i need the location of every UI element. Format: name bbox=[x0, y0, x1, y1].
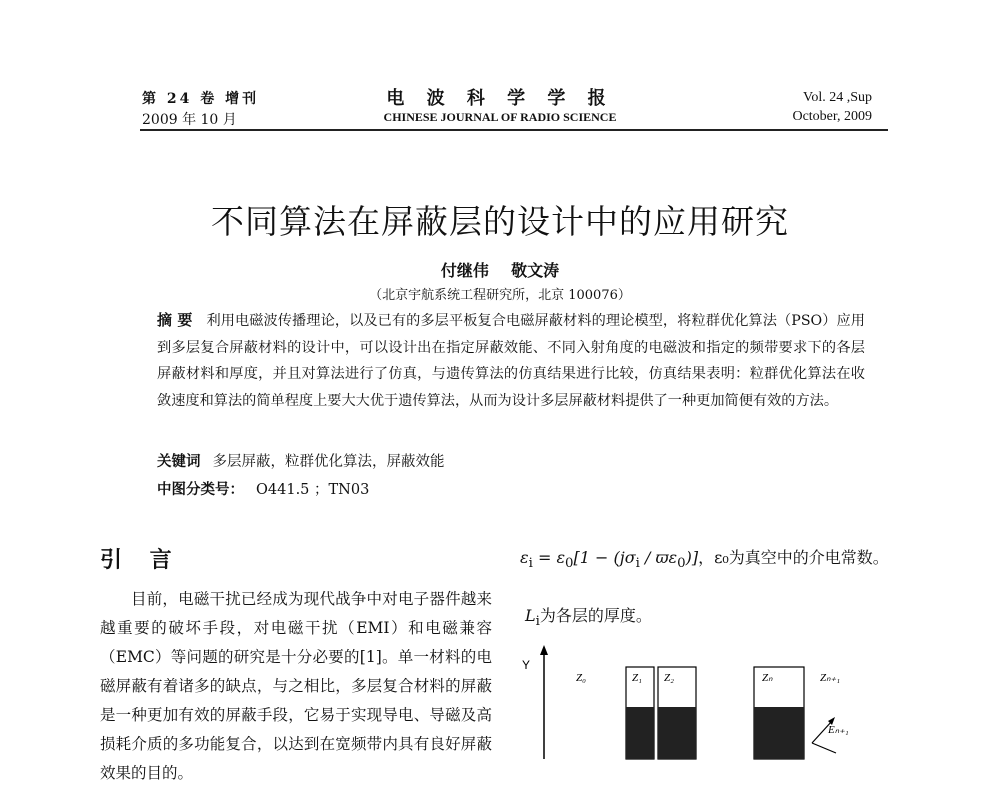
eq-sub: 0 bbox=[565, 556, 574, 572]
keywords-label: 关键词 bbox=[157, 454, 201, 470]
layer-1-fill bbox=[626, 707, 654, 759]
multilayer-figure bbox=[510, 645, 910, 759]
abstract-label: 摘 要 bbox=[157, 311, 193, 329]
layer-2-fill bbox=[658, 707, 696, 759]
keywords-text: 多层屏蔽，粒群优化算法，屏蔽效能 bbox=[212, 454, 445, 470]
volume-cn: 第 24 卷 增刊 bbox=[142, 91, 260, 107]
label-z2: Z₂ bbox=[664, 672, 674, 684]
eq-symbol: / ϖε bbox=[639, 548, 678, 567]
label-en1: Eₙ₊₁ bbox=[828, 724, 849, 736]
permittivity-equation bbox=[520, 545, 889, 571]
abstract-text: 利用电磁波传播理论，以及已有的多层平板复合电磁屏蔽材料的理论模型，将粒群优化算法（PSO）应用到多层复合屏蔽材料的设计中，可以设计出在指定屏蔽效能、不同入射角度的电磁波和指定的频带要求下的各层屏蔽材料和厚度，并且对算法进行了仿真，与遗传算法的仿真结果进行比较，仿真结果表明：粒群优化算法在收敛速度和算法的简单程度上要大大优于遗传算法，从而为设计多层屏蔽材料提供了一种更加简便有效的方法。 bbox=[157, 313, 865, 409]
layer-n-fill bbox=[754, 707, 804, 759]
eq-sub: i bbox=[635, 556, 640, 572]
thickness-note bbox=[525, 603, 652, 629]
date-en: October, 2009 bbox=[792, 109, 872, 124]
header-rule bbox=[140, 129, 888, 131]
keywords bbox=[157, 450, 445, 471]
eq-symbol: = ε bbox=[532, 548, 566, 567]
eq-symbol: )] bbox=[685, 548, 699, 567]
classification-label: 中图分类号： bbox=[157, 482, 244, 498]
eq-sub: i bbox=[528, 556, 533, 572]
section-heading-intro: 引 言 bbox=[100, 548, 182, 573]
abstract bbox=[157, 307, 865, 414]
thickness-sub: i bbox=[535, 614, 540, 630]
eq-symbol: ε bbox=[520, 548, 529, 567]
classification bbox=[157, 478, 369, 499]
journal-title-cn: 电 波 科 学 学 报 bbox=[386, 88, 614, 109]
classification-code: O441.5 ；TN03 bbox=[256, 482, 370, 498]
field-vector bbox=[812, 743, 836, 753]
intro-paragraph: 目前，电磁干扰已经成为现代战争中对电子器件越来越重要的破坏手段，对电磁干扰（EMI）和电磁兼容（EMC）等问题的研究是十分必要的[1]。单一材料的电磁屏蔽有着诸多的缺点，与之相比，多层复合材料的屏蔽是一种更加有效的屏蔽手段，它易于实现导电、导磁及高损耗介质的多功能复合，以达到在宽频带内具有良好屏蔽效果的目的。 bbox=[100, 590, 492, 782]
journal-title-en: CHINESE JOURNAL OF RADIO SCIENCE bbox=[383, 110, 617, 124]
label-zn1: Zₙ₊₁ bbox=[820, 672, 841, 684]
volume-en: Vol. 24 ,Sup bbox=[803, 90, 872, 105]
date-cn: 2009 年 10 月 bbox=[142, 112, 237, 128]
affiliation: （北京宇航系统工程研究所，北京 100076） bbox=[369, 288, 631, 303]
eq-note: ，ε₀为真空中的介电常数。 bbox=[698, 548, 889, 567]
y-axis-arrow bbox=[540, 645, 548, 655]
thickness-text: 为各层的厚度。 bbox=[539, 606, 652, 625]
intro-body bbox=[100, 585, 492, 782]
eq-symbol: [1 − (jσ bbox=[573, 548, 636, 567]
y-axis-label: Y bbox=[522, 658, 531, 672]
thickness-symbol: L bbox=[525, 606, 536, 625]
label-zn: Zₙ bbox=[762, 672, 773, 684]
article-title: 不同算法在屏蔽层的设计中的应用研究 bbox=[211, 202, 789, 241]
authors: 付继伟 敬文涛 bbox=[440, 261, 560, 280]
eq-sub: 0 bbox=[677, 556, 686, 572]
label-z1: Z₁ bbox=[632, 672, 642, 684]
label-z0: Z₀ bbox=[576, 672, 586, 684]
